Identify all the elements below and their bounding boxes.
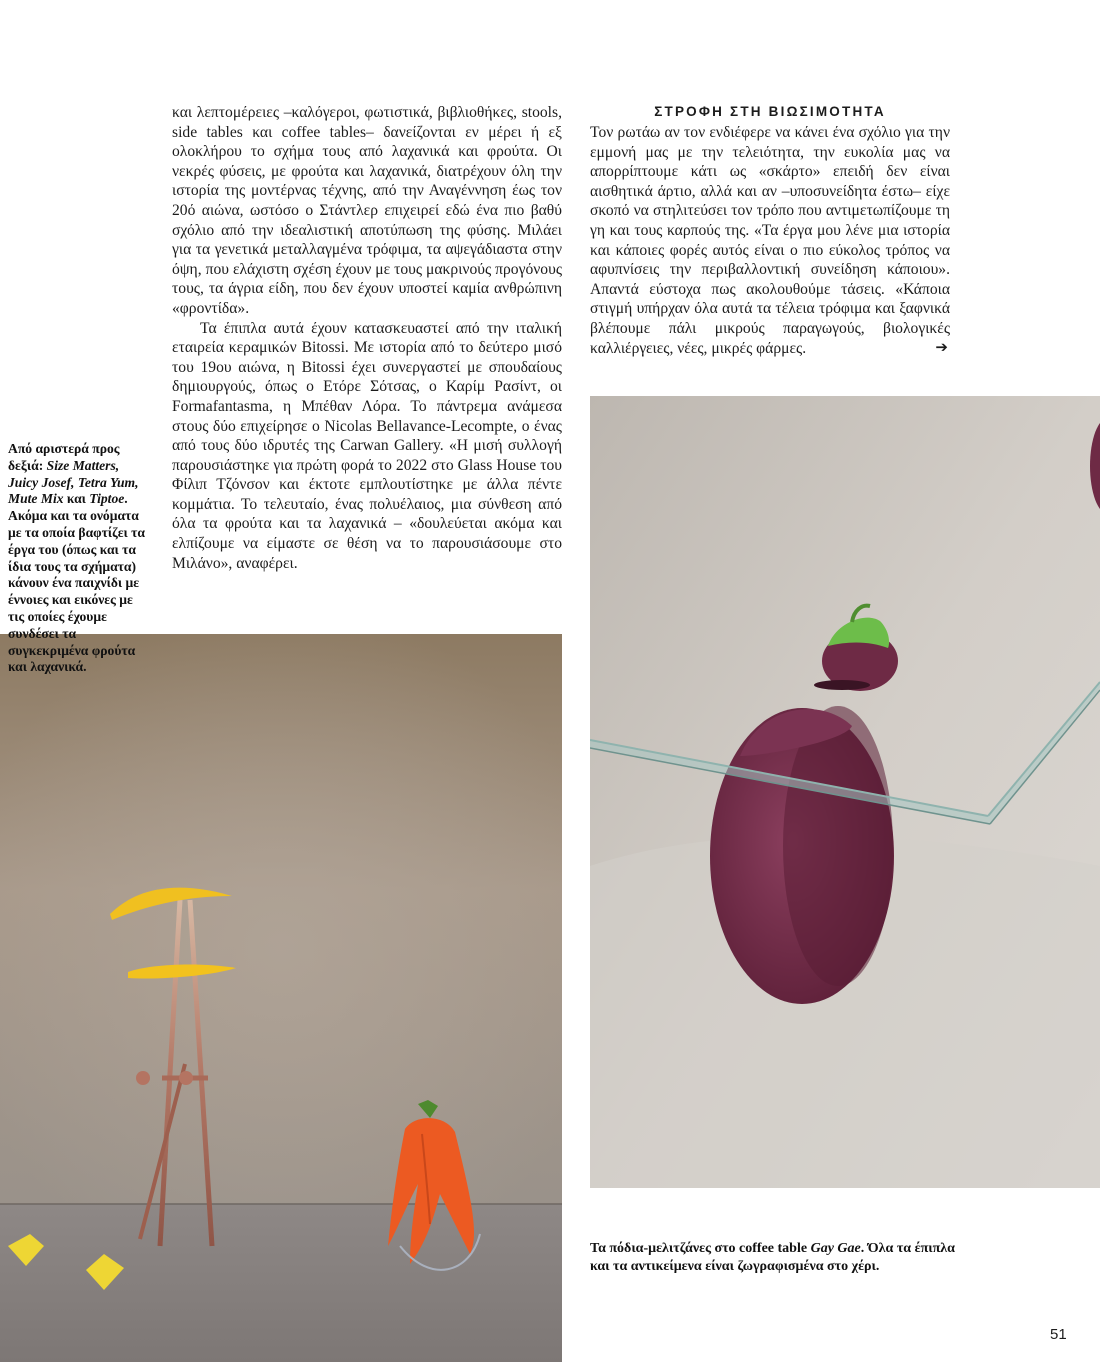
caption-intro: Τα πόδια-μελιτζάνες στο coffee table — [590, 1241, 811, 1256]
photo-furniture-collection — [0, 634, 562, 1362]
caption-text: . Όλα τα έπιπλα και τα αντικείμενα είναι ζωγραφισμένα στο χέρι. — [590, 1241, 955, 1274]
photo-caption-left — [8, 441, 148, 676]
paragraph-text: Τον ρωτάω αν τον ενδιέφερε να κάνει ένα σχόλιο για την εμμονή μας με την τελειότητα, την ευκολία μας να απορρίπτουμε κάτι ως «σκάρτο» επειδή δεν είναι αισθητικά άρτιο, αλλά και αν –υποσυνείδητα έστω– είχε σκοπό να στηλιτεύσει τον τρόπο που αντιμετωπίζουμε τη γη και τους καρπούς της. «Τα έργα μου λένε μια ιστορία και κάποιες φορές αυτός είναι ο πιο εύκολος τρόπος να αφυπνίσεις την περιβαλλοντική συνείδηση κάποιου». Απαντά εύστοχα πως ακολουθούμε τάσεις. «Κάποια στιγμή υπήρχαν όλα αυτά τα τέλεια τρόφιμα και ξαφνικά βλέπουμε πάλι μικρούς παραγωγούς, βιολογικές καλλιέργειες, νέες, μικρές φάρμες. — [590, 124, 950, 357]
continue-arrow-icon: ➔ — [935, 339, 948, 356]
section-heading: ΣΤΡΟΦΗ ΣΤΗ ΒΙΩΣΙΜΟΤΗΤΑ — [654, 104, 886, 119]
caption-text: . Ακόμα και τα ονόματα με τα οποία βαφτίζει τα έργα του (όπως και τα ίδια τους τα σχήματα) κάνουν ένα παιχνίδι με έννοιες και εικόνες με τις οποίες έχουμε συνδέσει τα συγκεκριμένα φρούτα και λαχανικά. — [8, 491, 146, 675]
photo-caption-right — [590, 1240, 960, 1276]
floor — [0, 1204, 562, 1362]
caption-and: και — [63, 491, 90, 507]
photo-scene — [590, 396, 1100, 1188]
paragraph — [590, 123, 950, 358]
paragraph: Τα έπιπλα αυτά έχουν κατασκευαστεί από την ιταλική εταιρεία κεραμικών Bitossi. Με ιστορία από το δεύτερο μισό του 19ου αιώνα, η Bitossi έχει συνεργαστεί με σπουδαίους δημιουργούς, όπως ο Ετόρε Σότσας, ο Καρίμ Ρασίντ, οι Formafantasma, η Μπέθαν Λόρα. Το πάντρεμα ανάμεσα στους δύο επιχείρησε ο Nicolas Bellavance-Lecompte, ο ένας από τους δύο ιδρυτές της Carwan Gallery. «Η μισή συλλογή παρουσιάστηκε για πρώτη φορά το 2022 στο Glass House του Φίλιπ Τζόνσον και έκτοτε εμπλουτίστηκε με άλλα πέντε κομμάτια. Το τελευταίο, ένας πολυέλαιος, μια σύνθεση από όλα τα φρούτα και τα λαχανικά – «δουλεύεται ακόμα και ελπίζουμε να είμαστε σε θέση να το παρουσιάσουμε στο Μιλάνο», αναφέρει. — [172, 319, 562, 572]
article-column-right — [590, 123, 950, 358]
photo-eggplant-table — [590, 396, 1100, 1188]
caption-intro: Από αριστερά προς δεξιά: — [8, 441, 120, 473]
paragraph: και λεπτομέρειες –καλόγεροι, φωτιστικά, βιβλιοθήκες, stools, side tables και coffee tables– δανείζονται εν μέρει ή εξ ολοκλήρου το σχήμα τους από λαχανικά και φρούτα. Οι νεκρές φύσεις, με φρούτα και λαχανικά, διατρέχουν όλη την ιστορία της μοντέρνας τέχνης, από την Αναγέννηση έως τον 20ό αιώνα, ωστόσο ο Στάντλερ επιχειρεί εδώ ένα πιο βαθύ σχόλιο από την ιδεαλιστική αποτύπωση της φύσης. Μιλάει για τα γενετικά μεταλλαγμένα τρόφιμα, τα αψεγάδιαστα στην όψη, που ελάχιστη σχέση έχουν με τους μακρινούς προγόνους τους, τα άγρια είδη, που δεν έχουν υποστεί καμία ανθρώπινη «φροντίδα». — [172, 104, 562, 317]
page-number: 51 — [1050, 1326, 1067, 1343]
article-column-middle — [172, 103, 562, 573]
photo-scene — [0, 634, 562, 1362]
caption-work: Gay Gae — [810, 1241, 861, 1256]
caption-works: Tiptoe — [89, 491, 125, 507]
caption-works: Size Matters, Juicy Josef, Tetra Yum, Mute Mix — [8, 457, 139, 507]
